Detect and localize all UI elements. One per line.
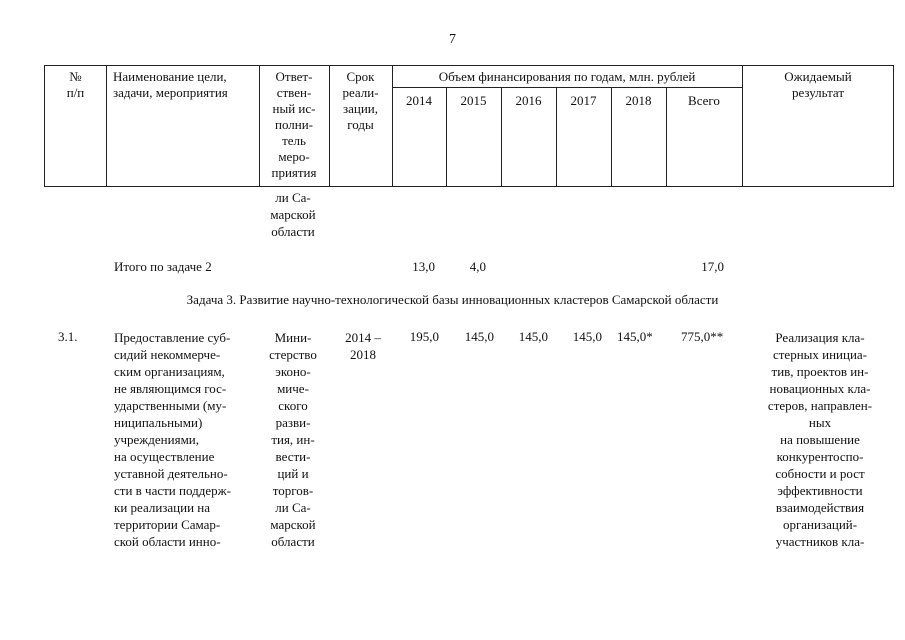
responsible-overflow: ли Са- марской области: [270, 190, 316, 239]
row-3-1-result: Реализация кла- стерных инициа- тив, проектов ин- новационных кла- стеров, направлен- ных на повышение конкурентоспо- собности и рост эффективности взаимодействия организаций- участников кла-: [767, 330, 873, 549]
row-3-1-2018: 145,0*: [617, 329, 653, 344]
header-funding-title: Объем финансирования по годам, млн. рублей: [438, 69, 696, 84]
row-3-1-num: 3.1.: [58, 329, 78, 344]
header-year-2014: 2014: [406, 93, 432, 108]
header-name: Наименование цели, задачи, мероприятия: [113, 69, 228, 100]
row-3-1-2017: 145,0: [572, 329, 602, 344]
header-year-2017: 2017: [570, 93, 597, 108]
header-term: Срок реали- зации, годы: [342, 69, 379, 132]
total-task2-label: Итого по задаче 2: [114, 259, 212, 274]
row-3-1-name: Предоставление суб- сидий некоммерче- ским организациям, не являющимся гос- ударственными (му- ниципальными) учреждениями, на осуществление уставной деятельно- сти в части поддерж- ки реализации на территории Самар- ской области инно-: [114, 330, 231, 549]
task3-heading: Задача 3. Развитие научно-технологической базы инновационных кластеров Самарской области: [186, 292, 719, 307]
table-header: [44, 65, 894, 187]
header-year-2015: 2015: [460, 93, 487, 108]
header-responsible: Ответ- ствен- ный ис- полни- тель меро- приятия: [271, 69, 317, 180]
row-3-1-responsible: Мини- стерство эконо- миче- ского разви- тия, ин- вести- ций и торгов- ли Са- марской области: [269, 330, 317, 549]
total-task2-2014: 13,0: [412, 259, 435, 274]
total-task2-2015: 4,0: [469, 259, 486, 274]
page-number: 7: [449, 32, 456, 47]
row-3-1-term: 2014 – 2018: [345, 330, 381, 362]
row-3-1-2014: 195,0: [409, 329, 439, 344]
header-total: Всего: [688, 93, 720, 108]
total-task2-total: 17,0: [701, 259, 724, 274]
header-num: № п/п: [66, 69, 85, 100]
header-year-2016: 2016: [515, 93, 542, 108]
row-3-1-total: 775,0**: [681, 329, 724, 344]
row-3-1-2016: 145,0: [518, 329, 548, 344]
header-result: Ожидаемый результат: [784, 69, 852, 100]
row-3-1-2015: 145,0: [464, 329, 494, 344]
header-year-2018: 2018: [625, 93, 652, 108]
